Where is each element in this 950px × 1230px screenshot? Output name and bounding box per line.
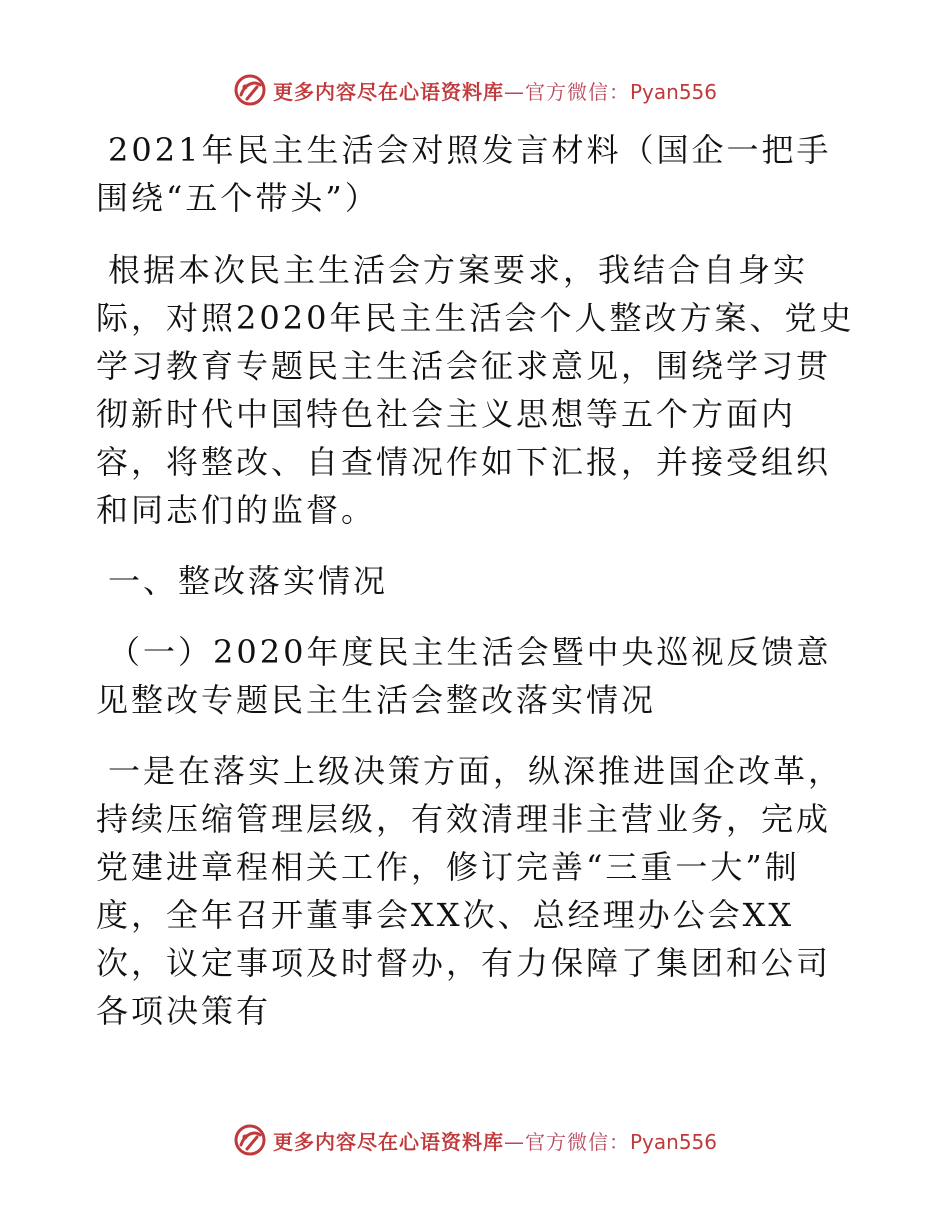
watermark-dash: — <box>503 79 525 104</box>
watermark-site-text: 更多内容尽在心语资料库 <box>272 79 504 104</box>
subsection-heading-text: （一）2020年度民主生活会暨中央巡视反馈意见整改专题民主生活会整改落实情况 <box>96 633 832 719</box>
watermark-official-text: 官方微信： <box>524 1129 630 1154</box>
section-heading <box>96 557 856 605</box>
watermark-wechat-id: Pyan556 <box>629 79 717 104</box>
intro-paragraph <box>96 246 856 534</box>
watermark-site-text: 更多内容尽在心语资料库 <box>272 1129 504 1154</box>
seal-logo-icon <box>233 73 267 107</box>
body-paragraph <box>96 747 856 1035</box>
watermark-text <box>273 1126 717 1155</box>
watermark-dash: — <box>503 1129 525 1154</box>
watermark-official-text: 官方微信： <box>524 79 630 104</box>
seal-logo-icon <box>233 1123 267 1157</box>
body-paragraph-text: 一是在落实上级决策方面，纵深推进国企改革，持续压缩管理层级，有效清理非主营业务，完成党建进章程相关工作，修订完善“三重一大”制度，全年召开董事会XX次、总经理办公会XX次，议定事项及时督办，有力保障了集团和公司各项决策有 <box>96 752 844 1030</box>
watermark-text <box>273 76 717 105</box>
subsection-heading <box>96 628 856 724</box>
intro-paragraph-text: 根据本次民主生活会方案要求，我结合自身实际，对照2020年民主生活会个人整改方案、党史学习教育专题民主生活会征求意见，围绕学习贯彻新时代中国特色社会主义思想等五个方面内容，将整改、自查情况作如下汇报，并接受组织和同志们的监督。 <box>96 251 855 529</box>
document-title-text: 2021年民主生活会对照发言材料（国企一把手围绕“五个带头”） <box>96 131 832 217</box>
document-title <box>96 126 856 222</box>
watermark-wechat-id: Pyan556 <box>629 1129 717 1154</box>
header-watermark <box>0 70 950 110</box>
footer-watermark <box>0 1120 950 1160</box>
section-heading-text: 一、整改落实情况 <box>108 562 389 600</box>
document-body <box>96 118 856 1035</box>
